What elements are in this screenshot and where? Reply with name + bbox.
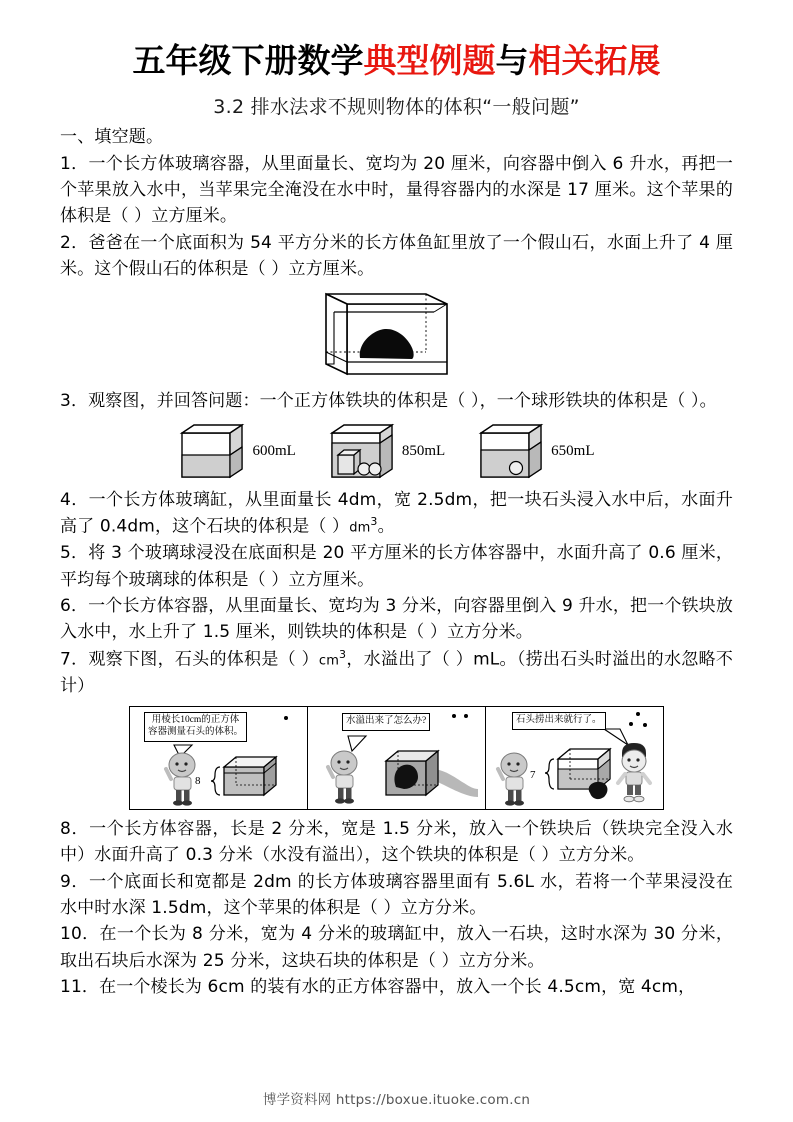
beaker-1-label: 600mL [252, 443, 296, 460]
question-2-text: 爸爸在一个底面积为 54 平方分米的长方体鱼缸里放了一个假山石，水面上升了 4 厘米。这个假山石的体积是（ ）立方厘米。 [60, 232, 733, 280]
fish-tank-illustration [312, 286, 482, 386]
section-heading-fill-in-blanks: 一、填空题。 [60, 126, 164, 147]
title-part-grade: 五年级下册数学 [132, 41, 364, 80]
question-7-number: 7． [60, 649, 89, 670]
comic-panel-1-bubble-line-2: 容器测量石头的体积。 [148, 726, 244, 737]
comic-panel-1-bubble-line-1: 用棱长10cm的正方体 [151, 714, 240, 725]
question-7-text: 观察下图，石头的体积是（ ） [88, 649, 319, 670]
question-8-text: 一个长方体容器，长是 2 分米，宽是 1.5 分米，放入一个铁块后（铁块完全没入水中）水面升高了 0.3 分米（水没有溢出），这个铁块的体积是（ ）立方分米。 [60, 818, 733, 866]
page-subtitle: 3.2 排水法求不规则物体的体积“一般问题” [213, 95, 580, 118]
comic-panel-2-speech-bubble [342, 713, 430, 731]
dot [464, 714, 468, 718]
question-11-text: 在一个棱长为 6cm 的装有水的正方体容器中，放入一个长 4.5cm，宽 4cm， [99, 976, 696, 997]
comic-panel-2 [308, 707, 486, 809]
question-5-number: 5． [60, 543, 89, 564]
child-figure-grey [166, 753, 195, 806]
comic-panel-1-speech-bubble [144, 712, 247, 742]
question-6-number: 6． [60, 595, 89, 616]
rock-shape [589, 782, 608, 799]
question-11-number: 11． [60, 976, 100, 997]
question-4-number: 4． [60, 489, 89, 510]
title-part-conjunction: 与 [495, 41, 529, 80]
comic-panel-1-measure-label: 8 [195, 774, 201, 787]
question-9 [60, 869, 733, 922]
figure-three-beakers [60, 421, 733, 483]
child-figure-grey [328, 751, 357, 804]
question-7-unit: cm [318, 653, 340, 669]
question-1-text: 一个长方体玻璃容器，从里面量长、宽均为 20 厘米，向容器中倒入 6 升水，再把一个苹果放入水中，当苹果完全淹没在水中时，量得容器内的水深是 17 厘米。这个苹果的体积是（ ）立方厘米。 [60, 153, 733, 227]
question-6-text: 一个长方体容器，从里面量长、宽均为 3 分米，向容器里倒入 9 升水，把一个铁块放入水中，水上升了 1.5 厘米，则铁块的体积是（ ）立方分米。 [60, 595, 733, 643]
question-7-unit-exponent: 3 [339, 647, 347, 661]
question-11 [60, 974, 733, 1000]
beaker-group-2 [322, 421, 471, 483]
question-6 [60, 593, 733, 646]
dot [636, 712, 640, 716]
question-1 [60, 151, 733, 230]
question-3 [60, 388, 733, 414]
beaker-1-water-only [172, 421, 250, 483]
dot [629, 722, 633, 726]
question-3-number: 3． [60, 391, 89, 412]
dot [452, 714, 456, 718]
question-9-number: 9． [60, 871, 89, 892]
question-1-number: 1． [60, 153, 89, 174]
question-5 [60, 540, 733, 593]
question-7 [60, 646, 733, 699]
dot [284, 716, 288, 720]
child-figure-boy [618, 743, 650, 802]
figure-comic-strip [60, 706, 733, 810]
question-4-text: 一个长方体玻璃缸，从里面量长 4dm，宽 2.5dm，把一块石头浸入水中后，水面升高了 0.4dm，这个石块的体积是（ ） [60, 489, 733, 537]
footer-watermark: 博学资料网 https://boxue.ituoke.com.cn [262, 1092, 531, 1108]
beaker-2-label: 850mL [401, 443, 446, 460]
beaker-group-3 [471, 421, 620, 483]
question-8 [60, 816, 733, 869]
comic-panel-3 [486, 707, 663, 809]
page-title [60, 0, 733, 81]
question-9-text: 一个底面长和宽都是 2dm 的长方体玻璃容器里面有 5.6L 水，若将一个苹果浸没在水中时水深 1.5dm，这个苹果的体积是（ ）立方分米。 [60, 871, 733, 918]
question-7-text-end: ，水溢出了（ ）mL。（捞出石头时溢出的水忽略不计） [60, 649, 733, 696]
question-10-number: 10． [60, 924, 100, 945]
title-part-examples: 典型例题 [363, 41, 496, 80]
comic-frame [129, 706, 664, 810]
beaker-group-1 [172, 421, 321, 483]
figure-fish-tank-with-rock [60, 286, 733, 386]
question-8-number: 8． [60, 818, 90, 839]
comic-panel-3-speech-bubble [512, 712, 606, 730]
comic-panel-1 [130, 707, 308, 809]
question-10-text: 在一个长为 8 分米，宽为 4 分米的玻璃缸中，放入一石块，这时水深为 30 分米，取出石块后水深为 25 分米，这块石块的体积是（ ）立方分米。 [60, 924, 733, 971]
cube-container-2 [386, 751, 438, 795]
question-10 [60, 921, 733, 974]
beaker-3-one-sphere [471, 421, 549, 483]
question-2-number: 2． [60, 232, 89, 253]
beaker-3-label: 650mL [551, 443, 595, 460]
question-3-text: 观察图，并回答问题：一个正方体铁块的体积是（ ），一个球形铁块的体积是（ ）。 [88, 391, 717, 412]
comic-panel-2-bubble-line-1: 水溢出来了怎么办? [346, 715, 427, 726]
child-figure-grey [498, 753, 527, 806]
comic-panel-3-bubble-line-1: 石头捞出来就行了。 [516, 714, 602, 725]
title-part-extension: 相关拓展 [528, 41, 661, 80]
dot [643, 723, 647, 727]
beaker-2-cube-and-spheres [322, 421, 400, 483]
question-4-unit: dm [349, 520, 371, 536]
comic-panel-3-measure-label: 7 [530, 768, 536, 781]
cube-container-1 [211, 757, 276, 795]
question-2 [60, 230, 733, 283]
question-5-text: 将 3 个玻璃球浸没在底面积是 20 平方厘米的长方体容器中，水面升高了 0.6 厘米，平均每个玻璃球的体积是（ ）立方厘米。 [60, 543, 733, 590]
question-4-text-end: 。 [377, 516, 395, 537]
question-4-unit-exponent: 3 [370, 515, 378, 529]
question-4 [60, 487, 733, 540]
